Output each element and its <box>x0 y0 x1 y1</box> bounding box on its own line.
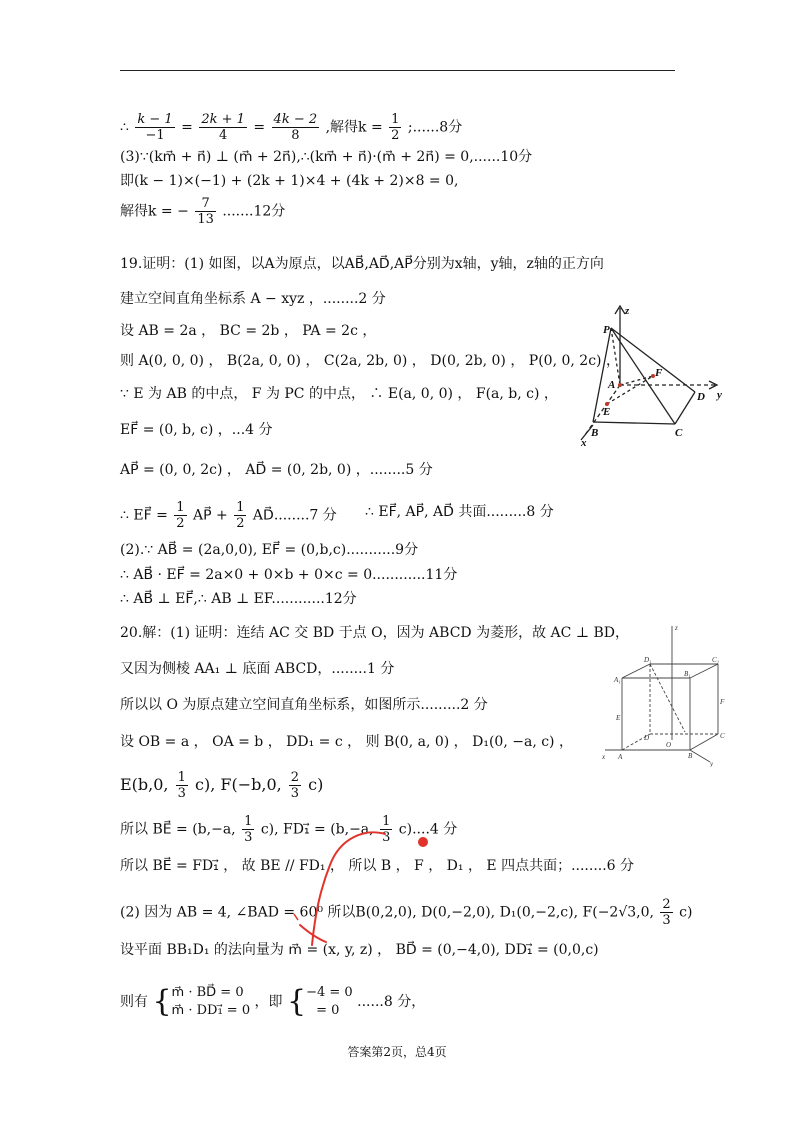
q19-line-8-right: ∴ EF⃗, AP⃗, AD⃗ 共面.........8 分 <box>365 504 554 520</box>
fig19-label-x: x <box>581 437 587 449</box>
fig19-label-E: E <box>603 406 611 418</box>
q18-line-1: ∴ $\frac{k - 1}{-1}$ = $\frac{2k + 1}{4}$ = $\frac{4k - 2}{8}$ ,解得k = $\frac{1}{2}$ ;......8分 <box>120 112 463 143</box>
page-footer: 答案第2页，总4页 <box>347 1045 447 1059</box>
q20-line-4: 设 OB = a ， OA = b ， DD₁ = c ， 则 B(0, a, 0) ， D₁(0, −a, c) ， <box>120 734 573 750</box>
q20-line-1: 20.解：(1) 证明：连结 AC 交 BD 于点 O，因为 ABCD 为菱形，故 AC ⊥ BD， <box>120 625 629 641</box>
q20-line-5: E(b,0, $\frac{1}{3}$ c), F(−b,0, $\frac{2}{3}$ c) <box>120 770 324 801</box>
fig19-label-A: A <box>608 379 616 391</box>
fig19-label-F: F <box>655 367 663 379</box>
fig19-label-C: C <box>675 427 683 439</box>
fig20-label-A: A <box>618 753 623 761</box>
fig20-label-F: F <box>720 698 725 706</box>
q20-prism-figure <box>600 622 730 767</box>
q20-line-9: 设平面 BB₁D₁ 的法向量为 m⃗ = (x, y, z) ， BD⃗ = (0,−4,0), DD₁⃗ = (0,0,c) <box>120 942 599 958</box>
q18-line-3: 即(k − 1)×(−1) + (2k + 1)×4 + (4k + 2)×8 = 0, <box>120 173 459 189</box>
q19-line-5: ∵ E 为 AB 的中点， F 为 PC 的中点， ∴ E(a, 0, 0) ， F(a, b, c) ， <box>120 386 558 402</box>
fig20-label-A1: A₁ <box>614 676 621 684</box>
q19-line-7: AP⃗ = (0, 0, 2c) ， AD⃗ = (0, 2b, 0) ，........5 分 <box>120 462 433 478</box>
q19-line-2: 建立空间直角坐标系 A − xyz ，........2 分 <box>120 291 386 307</box>
q19-line-8: ∴ EF⃗ = $\frac{1}{2}$ AP⃗ + $\frac{1}{2}$ AD⃗........7 分 <box>120 500 337 531</box>
q20-line-8: (2) 因为 AB = 4, ∠BAD = 60⁰ 所以B(0,2,0), D(0,−2,0), D₁(0,−2,c), F(−2√3,0, $\frac{2}{3}$ c) <box>120 897 693 928</box>
fig19-label-B: B <box>591 427 599 439</box>
q19-line-11: ∴ AB⃗ ⊥ EF⃗,∴ AB ⊥ EF............12分 <box>120 591 357 607</box>
q20-line-10: 则有 { m⃗ · BD⃗ = 0 m⃗ · DD₁⃗ = 0 ，即 { −4 = 0 = 0 ......8 分， <box>120 984 426 1019</box>
q19-line-9: (2).∵ AB⃗ = (2a,0,0), EF⃗ = (0,b,c)...........9分 <box>120 542 419 558</box>
fig20-label-C1: C₁ <box>712 656 720 664</box>
q19-line-6: EF⃗ = (0, b, c) ，...4 分 <box>120 422 273 438</box>
q19-pyramid-figure <box>575 300 730 450</box>
fig19-label-y: y <box>717 389 722 401</box>
q20-line-3: 所以以 O 为原点建立空间直角坐标系，如图所示.........2 分 <box>120 697 488 713</box>
fig20-label-x: x <box>602 753 606 761</box>
q20-line-6: 所以 BE⃗ = (b,−a, $\frac{1}{3}$ c), FD₁⃗ = (b,−a, $\frac{1}{3}$ c)....4 分 <box>120 814 458 845</box>
fig20-label-C: C <box>720 732 725 740</box>
q20-line-7: 所以 BE⃗ = FD₁⃗ ， 故 BE // FD₁ ， 所以 B ， F ， D₁ ， E 四点共面；........6 分 <box>120 858 635 874</box>
fig20-label-D1: D₁ <box>644 656 652 664</box>
q20-line-2: 又因为侧棱 AA₁ ⊥ 底面 ABCD，........1 分 <box>120 661 395 677</box>
fig20-label-B: B <box>688 752 693 760</box>
fig20-label-z: z <box>675 624 678 632</box>
header-rule <box>120 70 675 71</box>
fig19-label-z: z <box>625 305 630 317</box>
fig19-label-D: D <box>697 391 705 403</box>
red-pen-annotation <box>290 820 440 960</box>
fig20-label-y: y <box>710 760 714 767</box>
q19-line-10: ∴ AB⃗ · EF⃗ = 2a×0 + 0×b + 0×c = 0............11分 <box>120 567 458 583</box>
fig20-label-O: O <box>666 741 672 749</box>
q18-line-4: 解得k = − $\frac{7}{13}$ .......12分 <box>120 196 286 227</box>
q19-line-3: 设 AB = 2a ， BC = 2b ， PA = 2c ， <box>120 323 377 339</box>
fig20-label-E: E <box>616 714 621 722</box>
q18-line-2: (3)∵(km⃗ + n⃗) ⊥ (m⃗ + 2n⃗),∴(km⃗ + n⃗)·(m⃗ + 2n⃗) = 0,......10分 <box>120 149 533 165</box>
q19-line-1: 19.证明：(1) 如图，以A为原点，以AB⃗,AD⃗,AP⃗分别为x轴，y轴，z轴的正方向 <box>120 256 604 272</box>
fig20-label-B1: B₁ <box>684 670 691 678</box>
fig20-label-D: D <box>644 734 650 742</box>
q19-line-4: 则 A(0, 0, 0) ， B(2a, 0, 0) ， C(2a, 2b, 0) ， D(0, 2b, 0) ， P(0, 0, 2c) ， <box>120 353 620 369</box>
fig19-label-P: P <box>603 324 610 336</box>
